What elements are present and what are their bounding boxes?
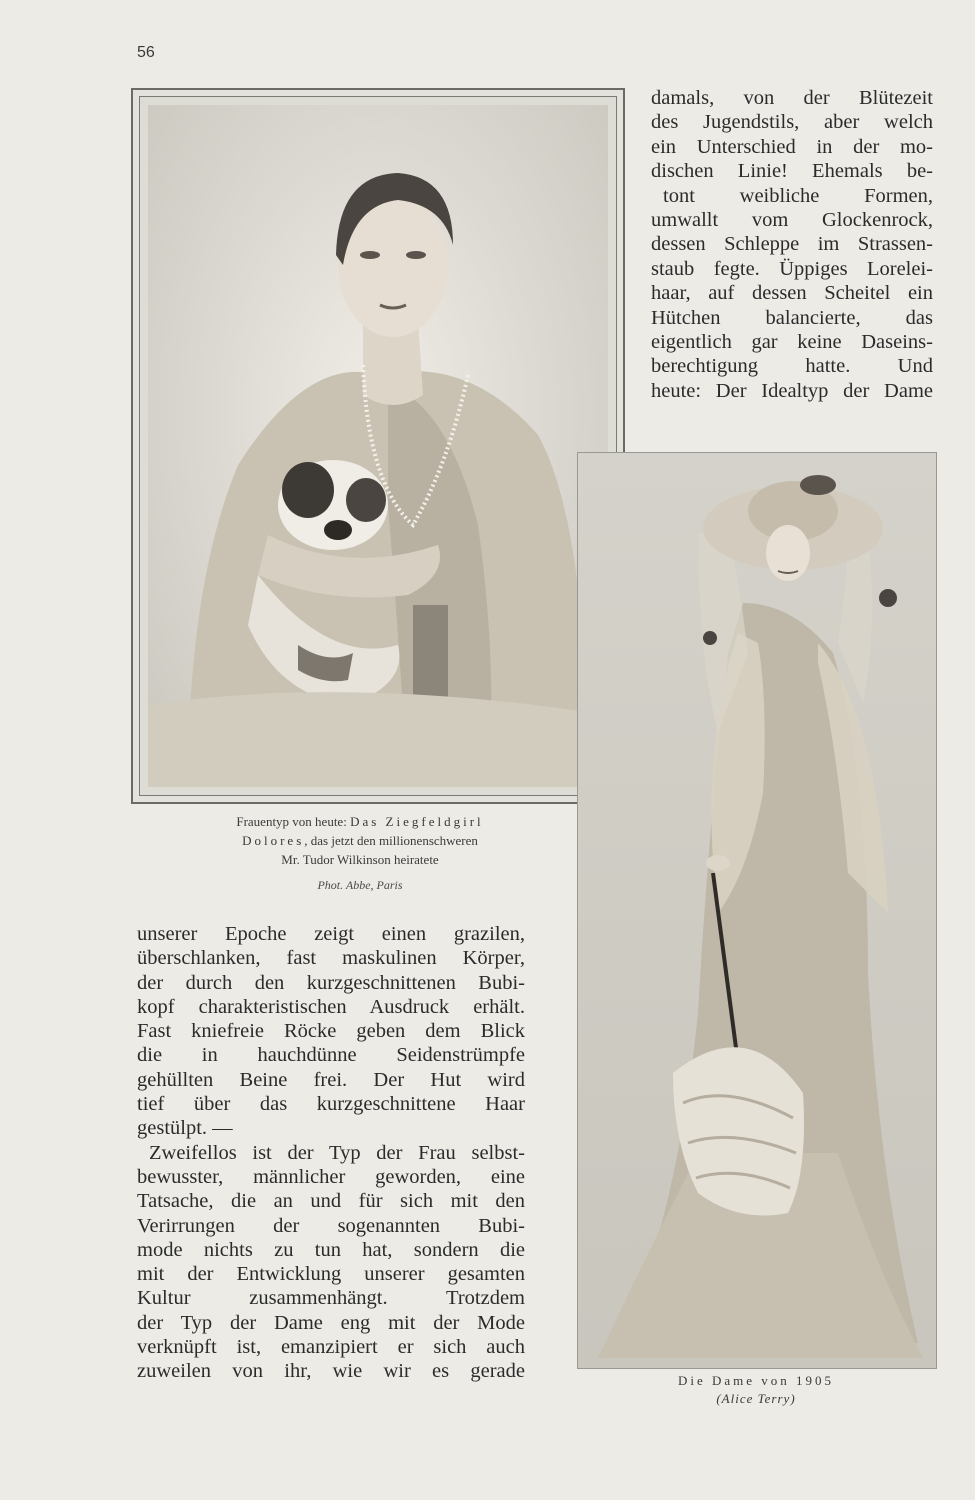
- text-line: gehüllten Beine frei. Der Hut wird: [137, 1068, 525, 1091]
- caption2-title: Die Dame: [677, 1373, 756, 1388]
- text-line: kopf charakteristischen Ausdruck erhält.: [137, 995, 525, 1018]
- text-column-top-right: [651, 86, 933, 403]
- text-line: tont weibliche Formen,: [663, 184, 933, 207]
- text-line: der Typ der Dame eng mit der Mode: [137, 1311, 525, 1334]
- text-line: damals, von der Blütezeit: [651, 87, 933, 109]
- text-line: Kultur zusammenhängt. Trotzdem: [137, 1287, 525, 1310]
- text-line: berechtigung hatte. Und: [651, 355, 933, 378]
- text-line: Fast kniefreie Röcke geben dem Blick: [137, 1020, 525, 1043]
- photo-inner-border: [139, 96, 617, 796]
- caption1-spaced-title: Das Ziegfeldgirl: [350, 814, 484, 829]
- text-line: staub fegte. Üppiges Lorelei-: [651, 257, 933, 280]
- text-line: verknüpft ist, emanzipiert er sich auch: [137, 1336, 525, 1359]
- text-line: ein Unterschied in der mo-: [651, 135, 933, 158]
- caption1-prefix: Frauentyp von heute:: [236, 814, 351, 829]
- text-line: dessen Schleppe im Strassen-: [651, 233, 933, 256]
- photo1-caption: [150, 812, 570, 869]
- text-line: gestülpt. —: [137, 1117, 233, 1140]
- text-line: heute: Der Idealtyp der Dame: [651, 379, 933, 402]
- text-line: Tatsache, die an und für sich mit den: [137, 1190, 525, 1213]
- caption1-line3: Mr. Tudor Wilkinson heiratete: [281, 852, 439, 867]
- caption2-year: von 1905: [755, 1373, 835, 1388]
- portrait-photo-dolores: [148, 105, 608, 787]
- text-line: die in hauchdünne Seidenstrümpfe: [137, 1044, 525, 1067]
- caption2-name: (Alice Terry): [716, 1391, 796, 1406]
- text-line: Verirrungen der sogenannten Bubi-: [137, 1214, 525, 1237]
- text-line: umwallt vom Glockenrock,: [651, 209, 933, 232]
- portrait-photo-alice-terry: [577, 452, 937, 1369]
- lady-1905-illustration: [578, 453, 936, 1368]
- text-line: der durch den kurzgeschnittenen Bubi-: [137, 971, 525, 994]
- text-line: des Jugendstils, aber welch: [651, 111, 933, 134]
- caption1-name: Dolores: [242, 833, 305, 848]
- text-line: Hütchen balancierte, das: [651, 306, 933, 329]
- text-line: Zweifellos ist der Typ der Frau selbst-: [149, 1141, 525, 1164]
- text-line: zuweilen von ihr, wie wir es gerade: [137, 1360, 525, 1383]
- text-line: unserer Epoche zeigt einen grazilen,: [137, 923, 525, 945]
- text-line: tief über das kurzgeschnittene Haar: [137, 1093, 525, 1116]
- text-line: haar, auf dessen Scheitel ein: [651, 282, 933, 305]
- caption1-line2-rest: , das jetzt den millionenschweren: [304, 833, 478, 848]
- page-number: 56: [137, 44, 155, 61]
- photo1-credit: Phot. Abbe, Paris: [317, 878, 403, 892]
- text-column-bottom-left: [137, 922, 525, 1384]
- text-line: mit der Entwicklung unserer gesamten: [137, 1263, 525, 1286]
- text-line: dischen Linie! Ehemals be-: [651, 160, 933, 183]
- photo-frame-ziegfeld-girl: [131, 88, 625, 804]
- text-line: bewusster, männlicher geworden, eine: [137, 1165, 525, 1188]
- text-line: mode nichts zu tun hat, sondern die: [137, 1238, 525, 1261]
- text-line: überschlanken, fast maskulinen Körper,: [137, 947, 525, 970]
- portrait-illustration: [148, 105, 608, 787]
- text-line: eigentlich gar keine Daseins-: [651, 331, 933, 354]
- photo2-caption: [577, 1372, 935, 1408]
